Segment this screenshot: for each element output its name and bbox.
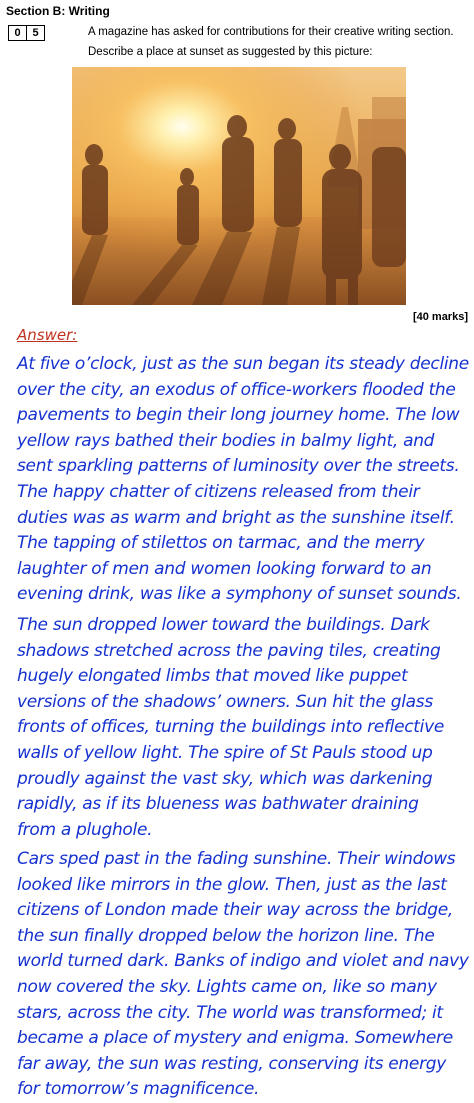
answer-line: laughter of men and women looking forward to an (17, 558, 432, 579)
answer-line: rapidly, as if its blueness was bathwater draining (17, 794, 419, 815)
answer-line: evening drink, was like a symphony of sunset sounds. (17, 584, 462, 605)
answer-line: The sun dropped lower toward the buildings. Dark (17, 615, 430, 635)
question-number (8, 25, 45, 41)
answer-line: proudly against the vast sky, which was darkening (17, 768, 433, 789)
answer-line: walls of yellow light. The spire of St Pauls stood up (17, 742, 433, 763)
sunset-city-photo (72, 67, 406, 305)
question-number-digit: 0 (8, 25, 27, 41)
answer-line: yellow rays bathed their bodies in balmy light, and (17, 430, 435, 451)
answer-line: fronts of offices, turning the buildings into reflective (17, 717, 445, 738)
answer-line: versions of the shadows’ owners. Sun hit the glass (17, 691, 433, 712)
answer-line: citizens of London made their way across the bridge, (17, 900, 454, 921)
answer-line: shadows stretched across the paving tiles, creating (17, 640, 441, 661)
answer-line: far away, the sun was resting, conserving its energy (17, 1053, 447, 1074)
answer-line: Cars sped past in the fading sunshine. Their windows (17, 849, 456, 869)
answer-line: world turned dark. Banks of indigo and violet and navy (17, 951, 469, 972)
answer-line: hugely elongated limbs that moved like puppet (17, 666, 408, 687)
answer-line: the sun finally dropped below the horizon line. The (17, 925, 435, 946)
answer-line: over the city, an exodus of office-workers flooded the (17, 379, 456, 400)
answer-line: The tapping of stilettos on tarmac, and the merry (17, 533, 425, 554)
answer-label: Answer: (17, 326, 78, 344)
marks-label: [40 marks] (412, 311, 468, 323)
answer-line: for tomorrow’s magnificence. (17, 1079, 260, 1100)
answer-line: sent sparkling patterns of luminosity over the streets. (17, 456, 460, 477)
answer-paragraph (17, 847, 469, 1103)
answer-paragraph (17, 352, 469, 608)
answer-line: from a plughole. (17, 819, 153, 840)
answer-line: At five o’clock, just as the sun began its steady decline (17, 354, 469, 374)
answer-line: The happy chatter of citizens released from their (17, 481, 420, 502)
answer-paragraph (17, 613, 463, 843)
section-title: Section B: Writing (6, 4, 110, 18)
question-instruction: Describe a place at sunset as suggested by this picture: (88, 46, 373, 58)
answer-line: now covered the sky. Lights came on, like so many (17, 976, 437, 997)
answer-line: duties was as warm and bright as the sunshine itself. (17, 507, 455, 528)
answer-line: became a place of mystery and enigma. Somewhere (17, 1028, 453, 1049)
question-number-digit: 5 (27, 25, 45, 41)
answer-line: looked like mirrors in the glow. Then, just as the last (17, 874, 447, 895)
answer-line: stars, across the city. The world was transformed; it (17, 1002, 443, 1023)
question-prompt: A magazine has asked for contributions for their creative writing section. (88, 26, 454, 38)
answer-line: pavements to begin their long journey home. The low (17, 405, 460, 426)
